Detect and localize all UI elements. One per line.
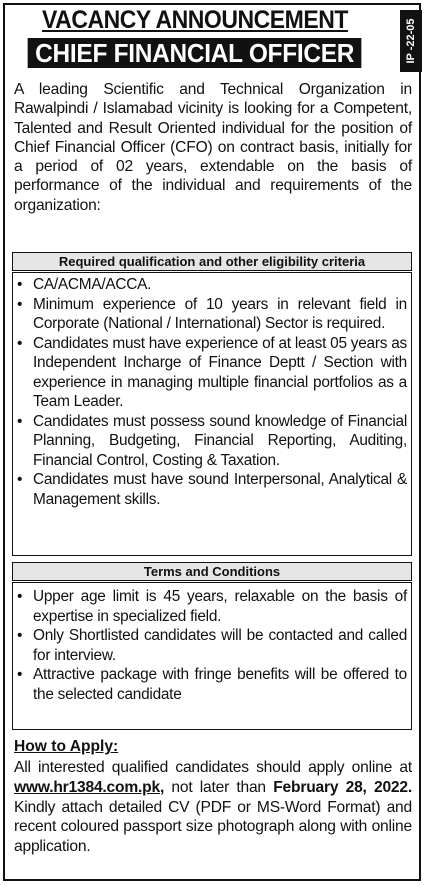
qualification-item: • Candidates must have sound Interpersonal, Analytical & Management skills. xyxy=(17,471,407,508)
qualification-item: • Candidates must have experience of at least 05 years as Independent Incharge of Finance Deptt / Section with experience in managing multiple financial portfolios as a Team Leader. xyxy=(17,334,407,410)
qualifications-heading: Required qualification and other eligibility criteria xyxy=(12,252,412,271)
intro-paragraph: A leading Scientific and Technical Organization in Rawalpindi / Islamabad vicinity is looking for a Competent, Talented and Result Oriented individual for the position of Chief Financial Officer (CFO) on contract basis, initially for a period of 02 years, extendable on the basis of performance of the individual and requirements of the organization: xyxy=(14,81,412,214)
qualifications-box xyxy=(12,272,412,556)
terms-box xyxy=(12,582,412,730)
bullet-icon: • xyxy=(17,627,23,644)
bullet-icon: • xyxy=(17,295,23,313)
qualification-item: • Minimum experience of 10 years in relevant field in Corporate (National / International) Sector is required. xyxy=(17,295,407,332)
reference-code-badge xyxy=(400,10,422,72)
bullet-icon: • xyxy=(17,471,23,488)
application-website-link[interactable]: www.hr1384.com.pk, xyxy=(14,778,165,796)
qualification-item: • CA/ACMA/ACCA. xyxy=(17,276,152,293)
term-item: • Attractive package with fringe benefits will be offered to the selected candidate xyxy=(17,666,407,703)
terms-list xyxy=(13,587,411,704)
title-vacancy-announcement: VACANCY ANNOUNCEMENT xyxy=(41,6,348,34)
bullet-icon: • xyxy=(17,666,23,683)
how-to-apply-paragraph: All interested qualified candidates should apply online at www.hr1384.com.pk, not later than February 28, 2022. Kindly attach detailed CV (PDF or MS-Word Format) and recent coloured passport size photograph along with online application. xyxy=(14,759,413,856)
terms-heading: Terms and Conditions xyxy=(12,562,412,581)
qualification-item: • Candidates must possess sound knowledge of Financial Planning, Budgeting, Financial Reporting, Auditing, Financial Control, Costing & Taxation. xyxy=(17,412,407,469)
qualifications-list xyxy=(13,275,411,509)
term-item: • Only Shortlisted candidates will be contacted and called for interview. xyxy=(17,627,407,664)
application-deadline: February 28, 2022. xyxy=(273,778,413,796)
title-position: CHIEF FINANCIAL OFFICER xyxy=(28,38,362,68)
reference-code: IP -22-05 xyxy=(405,18,417,64)
bullet-icon: • xyxy=(17,588,23,605)
term-item: • Upper age limit is 45 years, relaxable on the basis of expertise in specialized field. xyxy=(17,588,407,625)
bullet-icon: • xyxy=(17,334,23,352)
header xyxy=(10,6,380,68)
bullet-icon: • xyxy=(17,276,23,293)
bullet-icon: • xyxy=(17,412,23,430)
how-to-apply-title: How to Apply: xyxy=(14,738,119,755)
